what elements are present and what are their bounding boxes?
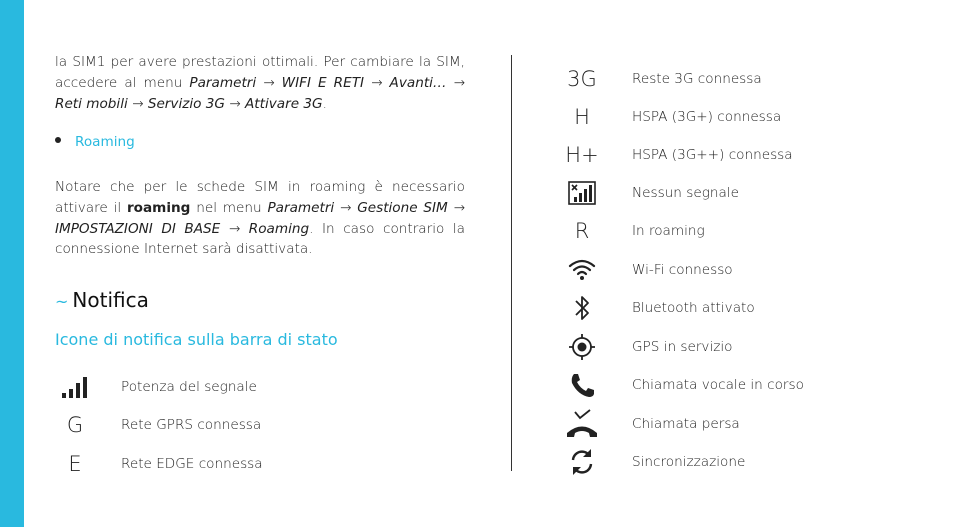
icon-label: HSPA (3G++) connessa xyxy=(632,147,793,163)
icon-label: HSPA (3G+) connessa xyxy=(632,109,782,125)
left-column xyxy=(55,52,465,349)
icon-row xyxy=(562,447,745,477)
icon-label: Sincronizzazione xyxy=(632,454,746,470)
icon-label: Wi-Fi connesso xyxy=(632,262,733,278)
no-signal-icon xyxy=(562,178,602,208)
icon-label: Reste 3G connessa xyxy=(632,71,762,87)
icon-row xyxy=(562,102,781,132)
icon-row xyxy=(562,409,740,439)
icon-label: Bluetooth attivato xyxy=(632,300,755,316)
h-network-icon: H xyxy=(574,105,590,129)
icon-row xyxy=(562,293,755,323)
icon-label: Rete EDGE connessa xyxy=(121,456,263,472)
paragraph-sim-settings: la SIM1 per avere prestazioni ottimali. Per cambiare la SIM, accedere al menu Parametri → WIFI E RETI → Avanti… → Reti mobili → Servizio 3G → Attivare 3G. xyxy=(55,54,465,112)
icon-row xyxy=(562,64,762,94)
missed-call-icon xyxy=(562,409,602,439)
accent-side-bar xyxy=(0,0,24,527)
column-divider xyxy=(511,55,512,471)
icon-label: GPS in servizio xyxy=(632,339,733,355)
icon-label: Chiamata persa xyxy=(632,416,740,432)
3g-network-icon: 3G xyxy=(567,67,597,91)
g-network-icon: G xyxy=(66,413,84,437)
h-plus-network-icon: H+ xyxy=(565,143,599,167)
gps-icon xyxy=(562,332,602,362)
icon-row xyxy=(55,449,263,479)
section-subtitle: Icone di notifica sulla barra di stato xyxy=(55,330,338,349)
icon-row xyxy=(562,178,739,208)
icon-row xyxy=(562,332,732,362)
icon-label: In roaming xyxy=(632,223,705,239)
icon-label: Potenza del segnale xyxy=(121,379,257,395)
call-in-progress-icon xyxy=(562,370,602,400)
sync-icon xyxy=(562,447,602,477)
roaming-icon: R xyxy=(574,219,590,243)
icon-row xyxy=(562,255,733,285)
bluetooth-icon xyxy=(562,293,602,323)
icon-row xyxy=(562,216,705,246)
icon-row xyxy=(55,410,261,440)
section-title: ~ Notifica xyxy=(55,288,149,312)
bullet-roaming xyxy=(55,134,135,150)
icon-row xyxy=(55,372,257,402)
wifi-icon xyxy=(562,255,602,285)
e-network-icon: E xyxy=(68,452,82,476)
icon-label: Nessun segnale xyxy=(632,185,739,201)
icon-row xyxy=(562,370,804,400)
icon-label: Rete GPRS connessa xyxy=(121,417,262,433)
bullet-label: Roaming xyxy=(75,134,135,150)
paragraph-roaming: Notare che per le schede SIM in roaming è necessario attivare il roaming nel menu Parametri → Gestione SIM → IMPOSTAZIONI DI BASE → Roaming. In caso contrario la connessione Internet sarà disattivata. xyxy=(55,179,465,258)
signal-strength-icon xyxy=(55,372,95,402)
icon-row xyxy=(562,140,793,170)
icon-label: Chiamata vocale in corso xyxy=(632,377,804,393)
bullet-dot xyxy=(55,137,61,143)
